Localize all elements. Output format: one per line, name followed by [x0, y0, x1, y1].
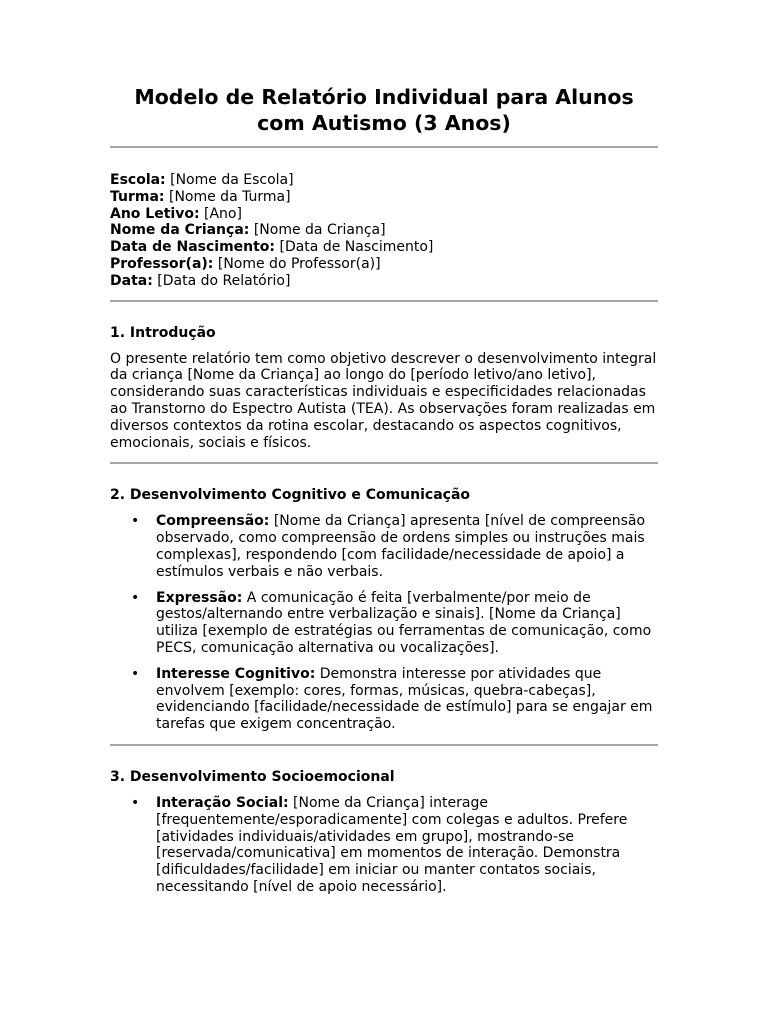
title-line-2: com Autismo (3 Anos) — [257, 111, 511, 135]
info-value: [Nome do Professor(a)] — [217, 255, 381, 272]
section-heading-cognitive: 2. Desenvolvimento Cognitivo e Comunicação — [110, 487, 471, 504]
info-row-teacher — [110, 256, 658, 273]
info-label: Turma: — [110, 188, 165, 205]
info-value: [Data de Nascimento] — [279, 239, 434, 256]
document-body — [110, 84, 658, 896]
title-line-1: Modelo de Relatório Individual para Alunos — [134, 85, 634, 109]
info-value: [Nome da Turma] — [168, 188, 291, 205]
item-text: Demonstra interesse por atividades que envolvem [exemplo: cores, formas, músicas, quebra-cabeças], evidenciando [facilidade/necessidade de estímulo] para se engajar em tarefas que exigem concentração. — [156, 665, 653, 733]
item-text: [Nome da Criança] interage [frequentemente/esporadicamente] com colegas e adultos. Prefere [atividades individuais/atividades em grupo], mostrando-se [reservada/comunicativa] em momentos de interação. Demonstra [dificuldades/facilidade] em iniciar ou manter contatos sociais, necessitando [nível de apoio necessário]. — [156, 794, 628, 895]
info-label: Professor(a): — [110, 255, 214, 272]
info-value: [Ano] — [204, 205, 242, 222]
socioemotional-list — [110, 795, 658, 896]
list-item — [110, 590, 658, 657]
info-label: Data: — [110, 272, 153, 289]
info-row-child-name — [110, 222, 658, 239]
item-text: [Nome da Criança] apresenta [nível de compreensão observado, como compreensão de ordens simples ou instruções mais complexas], respondendo [com facilidade/necessidade de apoio] a estímulos verbais e não verbais. — [156, 513, 646, 580]
list-item — [110, 513, 658, 580]
item-label: Interesse Cognitivo: — [156, 665, 316, 682]
info-row-birth-date — [110, 239, 658, 256]
info-value: [Nome da Criança] — [253, 222, 386, 239]
introduction-paragraph: O presente relatório tem como objetivo descrever o desenvolvimento integral da criança [Nome da Criança] ao longo do [período letivo/ano letivo], considerando suas características individuais e especificidades relacionadas ao Transtorno do Espectro Autista (TEA). As observações foram realizadas em diversos contextos da rotina escolar, destacando os aspectos cognitivos, emocionais, sociais e físicos. — [110, 350, 657, 451]
item-label: Interação Social: — [156, 794, 289, 811]
info-label: Ano Letivo: — [110, 205, 200, 222]
info-label: Escola: — [110, 172, 166, 188]
divider — [110, 146, 658, 148]
divider — [110, 300, 658, 302]
list-item — [110, 795, 658, 896]
bullet-icon: • — [131, 794, 140, 811]
item-label: Compreensão: — [156, 513, 270, 530]
info-row-year — [110, 206, 658, 223]
bullet-icon: • — [131, 665, 140, 682]
info-label: Data de Nascimento: — [110, 239, 276, 256]
section-heading-introduction: 1. Introdução — [110, 324, 216, 341]
item-text: A comunicação é feita [verbalmente/por meio de gestos/alternando entre verbalização e sinais]. [Nome da Criança] utiliza [exemplo de estratégias ou ferramentas de comunicação, como PECS, comunicação alternativa ou vocalizações]. — [156, 589, 652, 656]
document-title — [110, 84, 658, 136]
info-value: [Nome da Escola] — [170, 172, 294, 188]
divider — [110, 744, 658, 746]
bullet-icon: • — [131, 589, 140, 606]
bullet-icon: • — [131, 513, 140, 530]
info-label: Nome da Criança: — [110, 222, 250, 239]
info-value: [Data do Relatório] — [157, 272, 291, 289]
cognitive-list — [110, 513, 658, 733]
info-row-school — [110, 172, 658, 189]
item-label: Expressão: — [156, 589, 243, 606]
info-row-class — [110, 189, 658, 206]
list-item — [110, 666, 658, 733]
divider — [110, 462, 658, 464]
info-block — [110, 172, 658, 290]
info-row-date — [110, 273, 658, 290]
section-heading-socioemotional: 3. Desenvolvimento Socioemocional — [110, 768, 395, 785]
